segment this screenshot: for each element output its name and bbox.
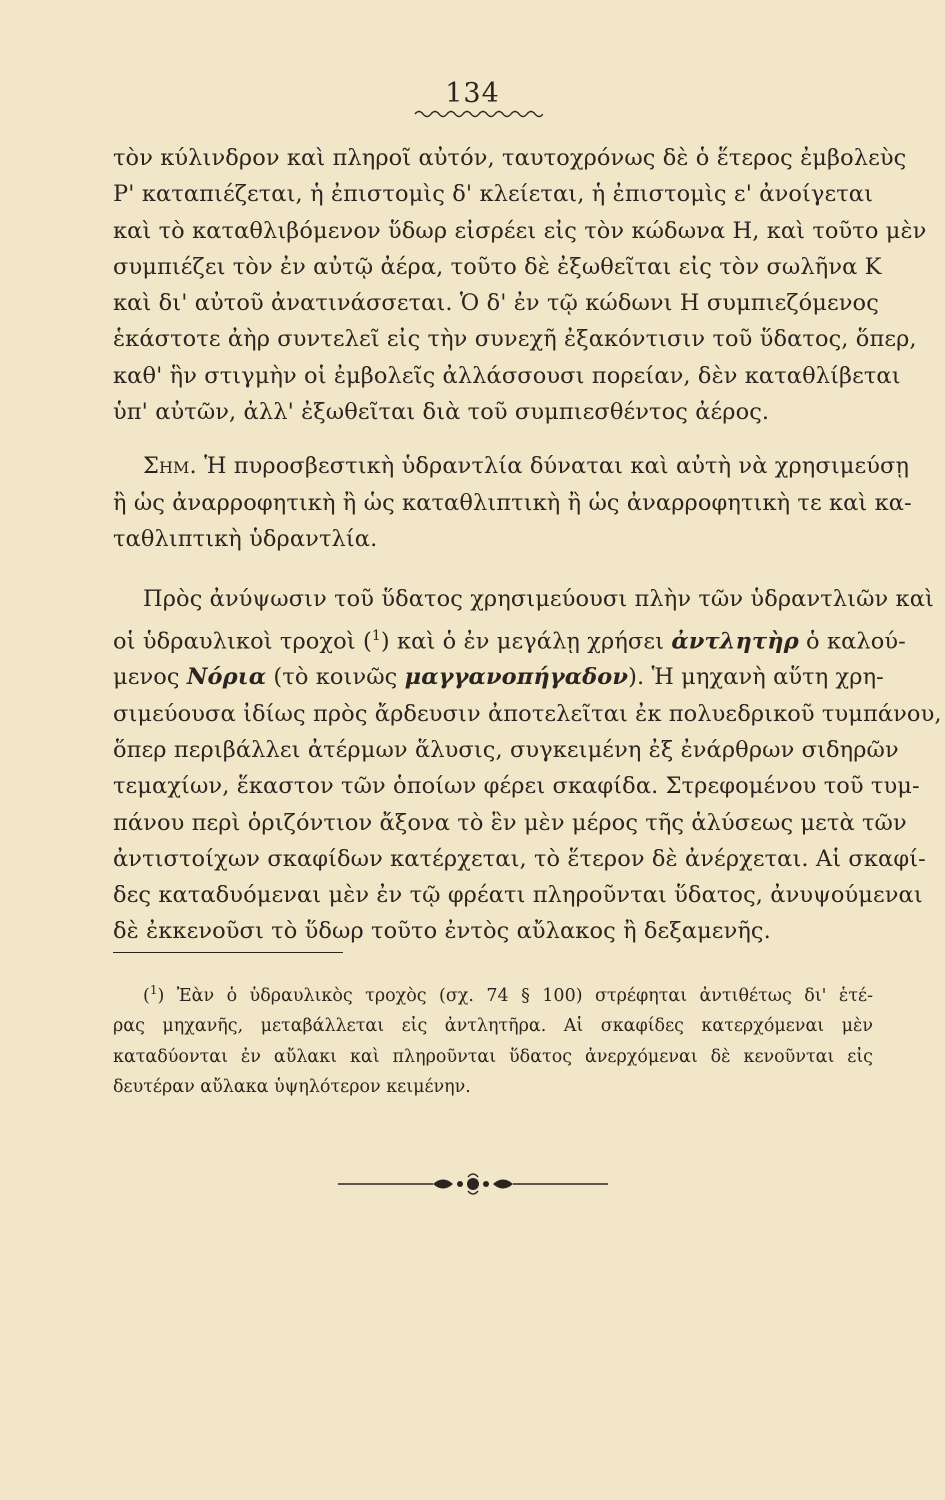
text-line: Ρ' καταπιέζεται, ἡ ἐπιστομὶς δ' κλείεται, ἡ ἐπιστομὶς ε' ἀνοίγεται	[113, 181, 873, 208]
term-noria: Νόρια	[186, 664, 267, 691]
paragraph-2-note	[113, 448, 912, 557]
text-line: Πρὸς ἀνύψωσιν τοῦ ὕδατος χρησιμεύουσι πλὴν τῶν ὑδραντλιῶν καὶ	[143, 586, 934, 613]
term-antlitir: ἀντλητὴρ	[671, 628, 799, 655]
text-line	[113, 618, 906, 660]
text-line: τὸν κύλινδρον καὶ πληροῖ αὐτόν, ταυτοχρόνως δὲ ὁ ἕτερος ἐμβολεὺς	[113, 145, 907, 171]
text-segment: ὁ καλού-	[806, 628, 906, 655]
footnote-marker: ($^1$)	[143, 983, 165, 1006]
text-line: δευτέραν αὔλακα ὑψηλότερον κειμένην.	[113, 1077, 471, 1098]
text-segment: οἱ ὑδραυλικοὶ τροχοὶ (	[113, 628, 372, 655]
text-segment: (τὸ κοινῶς	[273, 664, 398, 691]
term-manganopigador: μαγγανοπήγαδον	[404, 664, 629, 691]
text-line: δὲ ἐκκενοῦσι τὸ ὕδωρ τοῦτο ἐντὸς αὔλακος ἢ δεξαμενῆς.	[113, 918, 771, 945]
text-line	[113, 659, 884, 695]
text-line: ρας μηχανῆς, μεταβάλλεται εἰς ἀντλητῆρα. Αἱ σκαφίδες κατερχόμεναι μὲν	[113, 1016, 873, 1037]
text-line: ἑκάστοτε ἀὴρ συντελεῖ εἰς τὴν συνεχῆ ἐξακόντισιν τοῦ ὕδατος, ὅπερ,	[113, 326, 917, 353]
text-line: ὅπερ περιβάλλει ἀτέρμων ἅλυσις, συγκειμένη ἐξ ἐνάρθρων σιδηρῶν	[113, 736, 899, 763]
text-line: ἀντιστοίχων σκαφίδων κατέρχεται, τὸ ἕτερον δὲ ἀνέρχεται. Αἱ σκαφί-	[113, 845, 926, 872]
text-line: ἢ ὡς ἀναρροφητικὴ ἢ ὡς καταθλιπτικὴ ἢ ὡς ἀναρροφητικὴ τε καὶ κα-	[113, 489, 912, 516]
text-line: ὑπ' αὐτῶν, ἀλλ' ἐξωθεῖται διὰ τοῦ συμπιεσθέντος ἀέρος.	[113, 399, 770, 426]
text-line: καὶ τὸ καταθλιβόμενον ὕδωρ εἰσρέει εἰς τὸν κώδωνα Η, καὶ τοῦτο μὲν	[113, 217, 927, 244]
text-line	[113, 975, 873, 1011]
text-line: τεμαχίων, ἕκαστον τῶν ὁποίων φέρει σκαφίδα. Στρεφομένου τοῦ τυμ-	[113, 773, 920, 800]
text-line: καὶ δι' αὐτοῦ ἀνατινάσσεται. Ὁ δ' ἐν τῷ κώδωνι Η συμπιεζόμενος	[113, 290, 879, 317]
footnote-divider	[113, 952, 343, 953]
text-segment: Ἡ πυροσβεστικὴ ὑδραντλία δύναται καὶ αὐτὴ νὰ χρησιμεύσῃ	[204, 453, 910, 480]
note-label: Σημ.	[143, 453, 197, 480]
paragraph-3	[113, 581, 942, 949]
text-line: ταθλιπτικὴ ὑδραντλία.	[113, 525, 378, 552]
text-line: σιμεύουσα ἰδίως πρὸς ἄρδευσιν ἀποτελεῖται ἐκ πολυεδρικοῦ τυμπάνου,	[113, 700, 942, 727]
text-line: συμπιέζει τὸν ἐν αὐτῷ ἀέρα, τοῦτο δὲ ἐξωθεῖται εἰς τὸν σωλῆνα Κ	[113, 253, 882, 280]
text-line: καταδύονται ἐν αὔλακι καὶ πληροῦνται ὕδατος ἀνερχόμεναι δὲ κενοῦνται εἰς	[113, 1046, 873, 1067]
text-segment: ). Ἡ μηχανὴ αὕτη χρη-	[628, 664, 884, 691]
page-number: 134	[445, 78, 500, 109]
wavy-rule-ornament	[413, 108, 543, 120]
footnote-reference[interactable]: 1	[371, 627, 381, 644]
text-line: πάνου περὶ ὁριζόντιον ἄξονα τὸ ἓν μὲν μέρος τῆς ἁλύσεως μετὰ τῶν	[113, 809, 907, 836]
main-text	[113, 140, 942, 950]
text-line: καθ' ἣν στιγμὴν οἱ ἐμβολεῖς ἀλλάσσουσι πορείαν, δὲν καταθλίβεται	[113, 362, 901, 389]
text-line	[113, 448, 910, 484]
text-segment: μενος	[113, 664, 180, 691]
text-segment: Ἐὰν ὁ ὑδραυλικὸς τροχὸς (σχ. 74 § 100) στρέφηται ἀντιθέτως δι' ἑτέ-	[176, 985, 873, 1006]
paragraph-1	[113, 140, 927, 430]
footnote	[113, 975, 873, 1103]
text-segment: ) καὶ ὁ ἐν μεγάλῃ χρήσει	[380, 628, 665, 655]
end-ornament	[338, 1172, 608, 1196]
text-line: δες καταδυόμεναι μὲν ἐν τῷ φρέατι πληροῦνται ὕδατος, ἀνυψούμεναι	[113, 882, 923, 909]
